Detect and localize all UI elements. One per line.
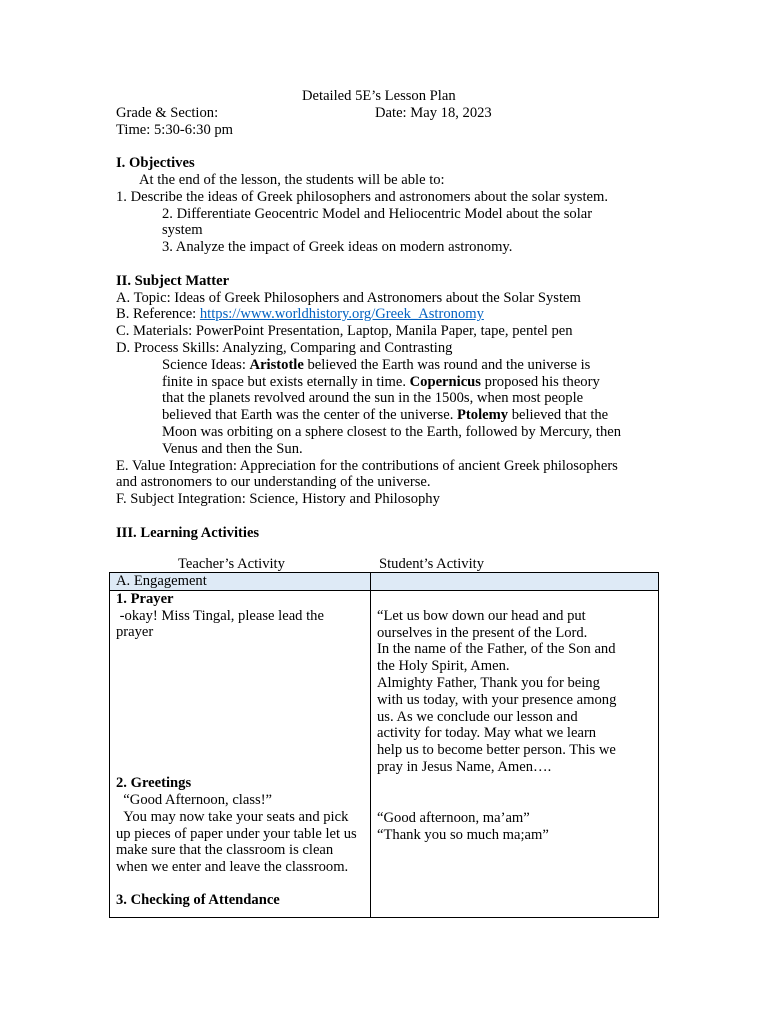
learning-activities-heading: III. Learning Activities — [116, 525, 260, 541]
reference-link[interactable]: https://www.worldhistory.org/Greek_Astronomy — [199, 306, 484, 322]
objective-1: 1. Describe the ideas of Greek philosophers and astronomers about the solar system. — [116, 189, 609, 205]
copernicus-name: Copernicus — [409, 374, 481, 390]
reference-label: B. Reference: — [116, 306, 200, 322]
science-ideas-line2 — [162, 374, 600, 391]
reference-line — [116, 306, 484, 323]
greetings-teacher-text: “Good Afternoon, class!” You may now take your seats and pick up pieces of paper under your table let us make sure that the classroom is clean when we enter and leave the classroom. — [116, 791, 357, 876]
materials-line: C. Materials: PowerPoint Presentation, Laptop, Manila Paper, tape, pentel pen — [116, 323, 573, 339]
student-activity-header: Student’s Activity — [379, 556, 484, 572]
science-ideas-line4 — [162, 407, 608, 424]
objectives-heading: I. Objectives — [116, 155, 195, 171]
date-label: Date: May 18, 2023 — [375, 105, 492, 121]
grade-section-label: Grade & Section: — [116, 105, 219, 121]
subject-integration-line: F. Subject Integration: Science, History and Philosophy — [116, 491, 440, 507]
objective-2-line2: system — [162, 222, 203, 238]
science-ideas-line6: Venus and then the Sun. — [162, 441, 303, 457]
prayer-heading: 1. Prayer — [116, 590, 174, 607]
science-ideas-line5: Moon was orbiting on a sphere closest to the Earth, followed by Mercury, then — [162, 424, 622, 440]
science-ideas-line3: that the planets revolved around the sun in the 1500s, when most people — [162, 390, 584, 406]
teacher-cell — [110, 590, 371, 917]
student-cell — [371, 590, 659, 917]
science-ideas-text: believed the Earth was round and the universe is — [303, 357, 591, 373]
empty-cell — [371, 573, 659, 591]
objective-2-line1: 2. Differentiate Geocentric Model and Heliocentric Model about the solar — [162, 206, 593, 222]
prayer-student-text: “Let us bow down our head and put ourselves in the present of the Lord. In the name of the Father, of the Son and the Holy Spirit, Amen. Almighty Father, Thank you for being with us today, with your presence among us. As we conclude our lesson and activity for today. May what we learn help us to become better person. This we pray in Jesus Name, Amen…. — [377, 607, 617, 775]
activities-table — [109, 572, 659, 918]
attendance-heading: 3. Checking of Attendance — [116, 891, 280, 908]
objectives-intro: At the end of the lesson, the students will be able to: — [139, 172, 445, 188]
science-ideas-text: finite in space but exists eternally in time. — [162, 374, 410, 390]
process-skills-line: D. Process Skills: Analyzing, Comparing and Contrasting — [116, 340, 453, 356]
document-title: Detailed 5E’s Lesson Plan — [302, 88, 456, 104]
aristotle-name: Aristotle — [249, 357, 304, 373]
greetings-student-text: “Good afternoon, ma’am” “Thank you so much ma;am” — [377, 809, 549, 843]
prayer-teacher-text: -okay! Miss Tingal, please lead the prayer — [116, 607, 324, 641]
science-ideas-line1 — [162, 357, 590, 374]
science-ideas-text: believed that Earth was the center of the universe. — [162, 407, 457, 423]
teacher-activity-header: Teacher’s Activity — [178, 556, 285, 572]
ptolemy-name: Ptolemy — [457, 407, 509, 423]
greetings-heading: 2. Greetings — [116, 775, 192, 792]
time-label: Time: 5:30-6:30 pm — [116, 122, 234, 138]
table-row — [110, 573, 659, 591]
science-ideas-label: Science Ideas: — [162, 357, 250, 373]
value-integration-line2: and astronomers to our understanding of the universe. — [116, 474, 431, 490]
engagement-cell: A. Engagement — [110, 573, 371, 591]
science-ideas-text: proposed his theory — [480, 374, 600, 390]
science-ideas-text: believed that the — [508, 407, 609, 423]
value-integration-line1: E. Value Integration: Appreciation for the contributions of ancient Greek philosophers — [116, 458, 618, 474]
subject-matter-heading: II. Subject Matter — [116, 273, 230, 289]
objective-3: 3. Analyze the impact of Greek ideas on modern astronomy. — [162, 239, 513, 255]
table-row — [110, 590, 659, 917]
topic-line: A. Topic: Ideas of Greek Philosophers and Astronomers about the Solar System — [116, 290, 581, 306]
